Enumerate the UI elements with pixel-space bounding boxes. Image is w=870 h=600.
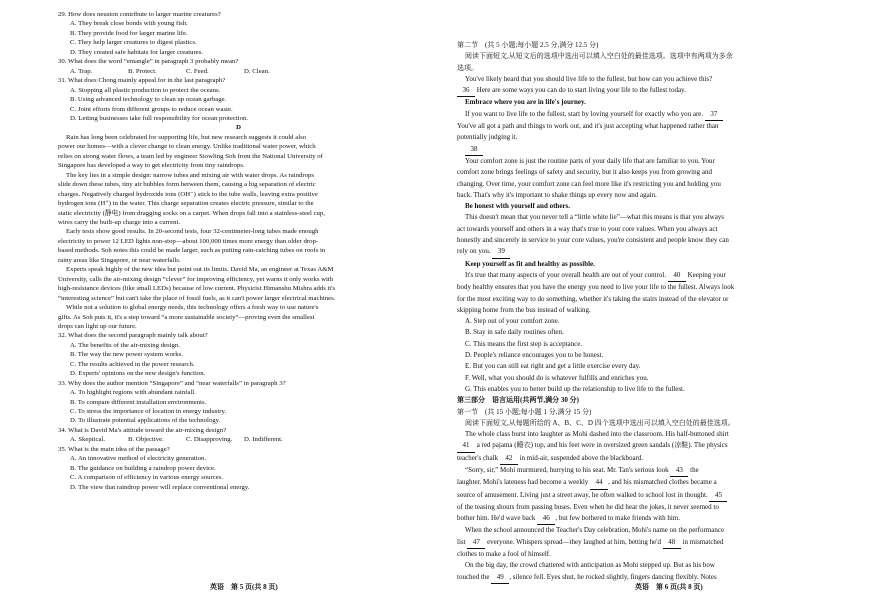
cloze-line (457, 490, 836, 502)
text: The whole class burst into laughter as Mohi dashed into the classroom. His half-buttoned shirt (465, 430, 729, 439)
text: a red pajama (睡衣) top, and his feet were in oversized green sandals (凉鞋). The physics (475, 441, 728, 450)
cloze-line (457, 429, 836, 440)
text: in mid-air, suspended above the blackboard. (517, 453, 644, 462)
text: Keeping your (685, 270, 726, 279)
passage-line: Singapore has developed a way to get electricity from tiny raindrops. (58, 162, 245, 170)
question-stem: 34. What is David Ma's attitude toward the air-mixing design? (58, 426, 227, 434)
section-title: 第三部分 语言运用(共两节,满分 30 分) (457, 396, 579, 405)
option: D. Clean. (244, 67, 270, 75)
text: of the teasing shouts from passing buses. Even when he did hear the jokes, it never seemed to (457, 502, 719, 511)
paragraph-line: body healthy ensures that you have the energy you need to live your life to the fullest. Always look (457, 283, 735, 292)
passage-line: high-resistance devices (like small LEDs) because of low current. Physicist Himanshu Mishra adds it's (58, 285, 336, 293)
passage-line: based methods. Soh notes this could be made larger, such as putting rain-catching tubes on roofs in (58, 247, 326, 255)
text: clothes to make a fool of himself. (457, 550, 551, 559)
option: A. They break close bonds with young fish. (70, 20, 188, 28)
choice-option: C. This means the first step is acceptance. (465, 339, 583, 348)
answer-blank: 42 (500, 453, 518, 465)
passage-line: electricity to power 12 LED lights non-stop—about 100,000 times more energy than older drop- (58, 237, 319, 245)
right-page (435, 0, 870, 600)
answer-blank: 36 (457, 85, 475, 97)
left-page-footer: 英语 第 5 页(共 8 页) (210, 583, 278, 591)
option: A. An innovative method of electricity generation. (70, 455, 207, 463)
paragraph-line: potentially judging it. (457, 133, 518, 142)
text: in mismatched (680, 537, 724, 546)
choice-option: E. But you can still eat right and get a little exercise every day. (465, 362, 641, 371)
answer-blank: 38 (465, 144, 483, 156)
passage-line: Rain has long been celebrated for supporting life, but new research suggests it could also (66, 133, 307, 141)
passage-line: drops can light up our future. (58, 322, 137, 330)
option: D. Indifferent. (244, 436, 283, 444)
cloze-line (457, 477, 836, 489)
passage-line: relies on strong water flows, a team led by engineer Siowling Soh from the National University of (58, 152, 323, 160)
answer-blank: 48 (663, 537, 681, 549)
question-stem: 32. What does the second paragraph mainly talk about? (58, 332, 208, 340)
option: B. To compare different installation environments. (70, 398, 207, 406)
right-page-footer: 英语 第 6 页(共 8 页) (635, 583, 703, 591)
option: D. The view that raindrop power will replace conventional energy. (70, 483, 250, 491)
paragraph-line (457, 85, 836, 97)
section-heading: D (236, 124, 241, 132)
question-stem: 30. What does the word “entangle” in paragraph 3 probably mean? (58, 58, 239, 66)
paragraph-line: Your comfort zone is just the routine parts of your daily life that are familiar to you. Your (465, 156, 715, 165)
cloze-line (457, 453, 836, 465)
option: A. Trap. (70, 67, 93, 75)
choice-option: B. Stay in safe daily routines often. (465, 328, 564, 337)
text: laughter. Mohi's lateness had become a weekly (457, 478, 591, 487)
option: C. They help larger creatures to digest plastics. (70, 39, 197, 47)
text: Here are some ways you can do to start living your life to the fullest today. (475, 86, 686, 95)
option: B. Objective. (128, 436, 164, 444)
question-options (58, 67, 419, 76)
option: C. A comparison of efficiency in various energy sources. (70, 474, 224, 482)
answer-blank: 37 (705, 109, 723, 121)
option: B. They provide food for larger marine life. (70, 29, 188, 37)
text: touched the (457, 572, 492, 581)
paragraph-line: back. That's why it's important to shake things up every now and again. (457, 190, 657, 199)
paragraph-line: This doesn't mean that you never tell a “little white lie”—what this means is that you always (465, 213, 725, 222)
passage-line: wires carry the built-up charge into a current. (58, 218, 181, 226)
answer-blank: 46 (537, 513, 555, 525)
instruction: 阅读下面短文,从每题所给的 A、B、C、D 四个选项中选出可以填入空白处的最佳选项。 (465, 418, 735, 427)
passage-line: static electricity (静电) from dragging socks on a carpet. When drops fall into a stainless-steel cup, (58, 209, 325, 217)
paragraph-line: comfort zone brings feelings of safety and security, but it also keeps you from growing and (457, 168, 712, 177)
cloze-line (457, 549, 836, 560)
answer-blank: 45 (709, 490, 727, 502)
option: A. Stopping all plastic production to protect the oceans. (70, 86, 221, 94)
answer-blank: 49 (491, 572, 509, 584)
passage-line: Early tests show good results. In 20-second tests, four 32-centimeter-long tubes made enough (66, 228, 319, 236)
cloze-line (457, 513, 836, 525)
option: B. Protect. (128, 67, 157, 75)
option: C. Feed. (186, 67, 209, 75)
text: bother him. He'd wave back (457, 514, 538, 523)
text: list (457, 537, 468, 546)
passage-line: power our homes—with a clever change to clean energy. Unlike traditional water power, which (58, 143, 316, 151)
option: B. The guidance on building a raindrop power device. (70, 464, 216, 472)
text: When the school announced the Teacher's Day celebration, Mohi's name on the performance (465, 526, 725, 535)
cloze-line (457, 465, 836, 477)
answer-blank: 44 (590, 477, 608, 489)
answer-blank: 47 (467, 537, 485, 549)
paragraph-line: act towards yourself and others in a way that's true to your core values. When you always act (457, 224, 718, 233)
cloze-line (457, 525, 836, 536)
passage-line: slide down these tubes, tiny air bubbles form between them, causing a big separation of electric (58, 181, 316, 189)
passage-line: “interesting science” but can't take the place of fossil fuels, as it can't power larger electrical machines. (58, 294, 336, 302)
option: A. Skeptical. (70, 436, 106, 444)
answer-blank: 43 (670, 465, 688, 477)
cloze-line (457, 560, 836, 571)
passage-line: rainy areas like Singapore, or near waterfalls. (58, 256, 181, 264)
option: C. Joint efforts from different groups to reduce ocean waste. (70, 105, 233, 113)
option: C. Disapproving. (186, 436, 233, 444)
option: D. They created safe habitats for larger creatures. (70, 48, 203, 56)
paragraph-line (457, 144, 836, 156)
option: A. To highlight regions with abundant rainfall. (70, 389, 196, 397)
passage-line: charges. Negatively charged hydroxide ions (OH⁻) stick to the tube walls, leaving extra positive (58, 190, 318, 198)
option: D. Letting businesses take full responsibility for ocean protection. (70, 114, 249, 122)
question-stem: 35. What is the main idea of the passage? (58, 445, 170, 453)
option: B. Using advanced technology to clean up ocean garbage. (70, 96, 227, 104)
paragraph-line: You've all got a path and things to work out, and it's just accepting what happened rather than (457, 122, 719, 131)
subheading: Keep yourself as fit and healthy as possible. (465, 259, 595, 268)
choice-option: F. Well, what you should do is whatever fulfills and enriches you. (465, 373, 649, 382)
paragraph-line: for the most exciting way to do something, whether it's taking the stairs instead of the elevator or (457, 294, 729, 303)
choice-option: G. This enables you to better build up the relationship to live life to the fullest. (465, 384, 685, 393)
text: It's true that many aspects of your overall health are out of your control. (465, 270, 668, 279)
paragraph-line: You've likely heard that you should live life to the fullest, but how can you achieve this? (465, 74, 713, 83)
passage-line: While not a solution to global energy needs, this technology offers a fresh way to use nature's (66, 304, 319, 312)
passage-line: Experts speak highly of the new idea but point out its limits. David Ma, an engineer at Texas A&M (66, 266, 334, 274)
section-title: 第二节 (共 5 小题;每小题 2.5 分,满分 12.5 分) (457, 41, 599, 49)
paragraph-line (457, 109, 836, 121)
option: B. The way the new power system works. (70, 351, 183, 359)
text: teacher's chalk (457, 453, 500, 462)
question-options (58, 435, 419, 444)
answer-blank: 40 (668, 270, 686, 282)
text: source of amusement. Living just a street away, he often walked to school lost in thought. (457, 490, 710, 499)
subheading: Be honest with yourself and others. (465, 202, 571, 211)
option: C. To stress the importance of location in energy industry. (70, 408, 227, 416)
answer-blank: 39 (492, 246, 510, 258)
cloze-line (457, 502, 836, 513)
choice-option: D. People's reliance encourages you to be honest. (465, 351, 604, 360)
text: the (688, 465, 699, 474)
paragraph-line: skipping home from the bus instead of walking. (457, 305, 591, 314)
option: C. The results achieved in the power research. (70, 360, 195, 368)
section-title: 第一节 (共 15 小题;每小题 1 分,满分 15 分) (457, 407, 592, 416)
passage-line: gifts. As Soh puts it, it's a step toward “a more sustainable society”—proving even the smallest (58, 313, 315, 321)
choice-option: A. Step out of your comfort zone. (465, 317, 560, 326)
answer-blank: 41 (457, 440, 475, 452)
paragraph-line (457, 246, 836, 258)
question-stem: 31. What does Chong mainly appeal for in the last paragraph? (58, 77, 226, 85)
text: , but few bothered to make friends with him. (555, 514, 680, 523)
text: , silence fell. Eyes shut, he rocked slightly, fingers dancing flexibly. Notes (509, 572, 717, 581)
passage-line: University, calls the air-mixing design “clever” for improving efficiency, yet warns it only works with (58, 275, 334, 283)
option: D. Experts' opinions on the new design's function. (70, 370, 206, 378)
subheading: Embrace where you are in life's journey. (465, 98, 586, 107)
text: , and his mismatched clothes became a (608, 478, 717, 487)
text: “Sorry, sir,” Mohi murmured, hurrying to his seat. Mr. Tan's serious look (465, 465, 671, 474)
paragraph-line: changing. Over time, your comfort zone can feel more like it's restricting you and holding you (457, 179, 721, 188)
option: D. To illustrate potential applications of the technology. (70, 417, 221, 425)
cloze-line (457, 440, 836, 452)
paragraph-line (457, 270, 836, 282)
paragraph-line: honestly and sincerely in service to your core values, you're consistent and people know they can (457, 236, 729, 245)
passage-line: hydrogen ions (H⁺) in the water. This charge separation creates electric pressure, similar to the (58, 200, 314, 208)
instruction: 选项。 (457, 63, 478, 72)
question-stem: 29. How does neuston contribute to larger marine creatures? (58, 11, 221, 18)
text: everyone. Whispers spread—they laughed at him, betting he'd (485, 537, 663, 546)
cloze-line (457, 537, 836, 549)
text: If you want to live life to the fullest, start by loving yourself for exactly who you are. (465, 109, 705, 118)
text: On the big day, the crowd chattered with anticipation as Mohi stepped up. But as his bow (465, 561, 715, 570)
instruction: 阅读下面短文,从短文后的选项中选出可以填入空白处的最佳选项。选项中有两项为多余 (465, 52, 733, 61)
text: rely on you. (457, 247, 493, 256)
passage-line: The key lies in a simple design: narrow tubes and mixing air with water drops. As raindrops (66, 171, 315, 179)
option: A. The benefits of the air-mixing design. (70, 341, 180, 349)
question-stem: 33. Why does the author mention “Singapore” and “near waterfalls” in paragraph 3? (58, 379, 286, 387)
